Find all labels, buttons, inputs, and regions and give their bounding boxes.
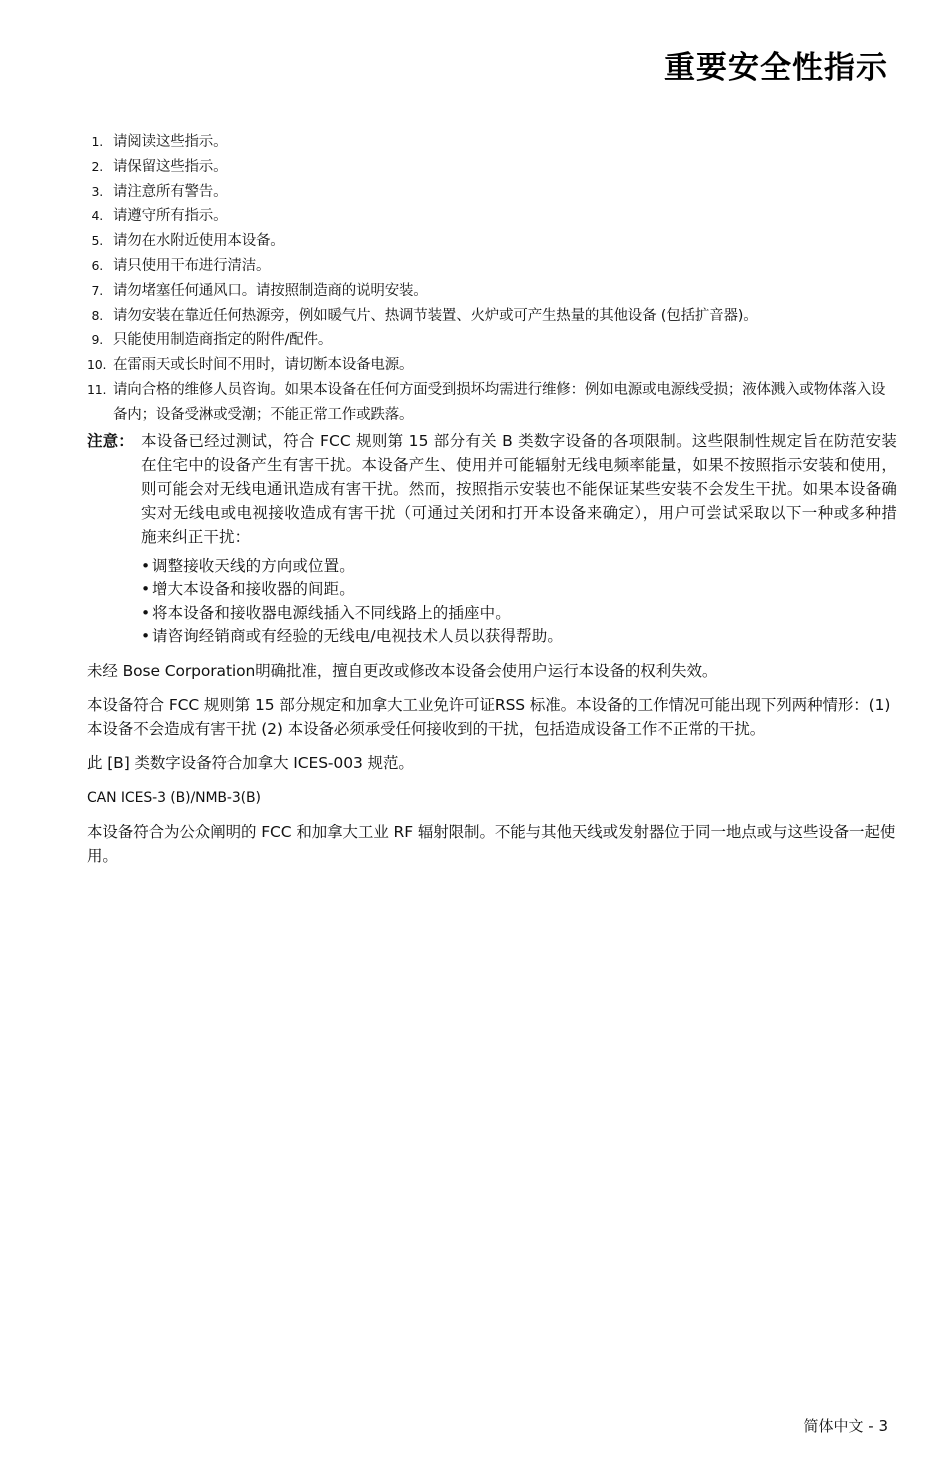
item-number: 4.	[91, 208, 103, 224]
item-text: 请向合格的维修人员咨询。如果本设备在任何方面受到损坏均需进行维修：例如电源或电源线受损；液体溅入或物体落入设备内；设备受淋或受潮；不能正常工作或跌落。	[113, 381, 886, 423]
item-number: 7.	[91, 282, 103, 298]
note-label: 注意：	[87, 431, 134, 450]
bullet-icon: •	[141, 580, 151, 599]
item-text: 请注意所有警告。	[113, 183, 228, 200]
item-text: 请阅读这些指示。	[113, 134, 228, 150]
item-number: 11.	[87, 381, 107, 397]
page-title: 重要安全性指示	[664, 50, 888, 86]
list-item	[87, 353, 897, 378]
item-text: 请遵守所有指示。	[113, 208, 228, 225]
bullet-icon: •	[141, 627, 151, 646]
item-number: 5.	[91, 233, 103, 249]
bullet-text: 调整接收天线的方向或位置。	[152, 556, 355, 575]
item-number: 1.	[91, 134, 103, 149]
list-item	[87, 328, 897, 353]
list-item	[87, 304, 897, 329]
list-item	[141, 625, 897, 649]
item-text: 在雷雨天或长时间不用时，请切断本设备电源。	[113, 357, 414, 374]
modification-warning: 未经 Bose Corporation明确批准，擅自更改或修改本设备会使用户运行本设备的权利失效。	[87, 661, 718, 680]
safety-instructions-list	[87, 130, 897, 428]
item-number: 6.	[91, 257, 103, 273]
list-item	[87, 254, 897, 279]
item-text: 请勿安装在靠近任何热源旁，例如暖气片、热调节装置、火炉或可产生热量的其他设备 (包括扩音器)。	[113, 307, 758, 324]
list-item	[87, 279, 897, 304]
list-item	[87, 229, 897, 254]
bullet-icon: •	[141, 556, 151, 575]
item-text: 请只使用干布进行清洁。	[113, 257, 271, 274]
bullet-text: 请咨询经销商或有经验的无线电/电视技术人员以获得帮助。	[152, 627, 563, 646]
item-number: 2.	[91, 158, 103, 174]
item-text: 请保留这些指示。	[113, 158, 228, 175]
item-text: 只能使用制造商指定的附件/配件。	[113, 332, 333, 349]
compliance-statement: 本设备符合 FCC 规则第 15 部分规定和加拿大工业免许可证RSS 标准。本设备的工作情况可能出现下列两种情形：(1) 本设备不会造成有害干扰 (2) 本设备必须承受任何接收到的干扰，包括造成设备工作不正常的干扰。	[87, 696, 891, 738]
list-item	[87, 204, 897, 229]
document-body	[87, 130, 897, 868]
bullet-text: 将本设备和接收器电源线插入不同线路上的插座中。	[152, 603, 511, 622]
item-number: 3.	[91, 183, 103, 199]
list-item	[87, 155, 897, 180]
bullet-text: 增大本设备和接收器的间距。	[152, 580, 355, 599]
bullet-icon: •	[141, 603, 151, 622]
ices-statement: 此 [B] 类数字设备符合加拿大 ICES-003 规范。	[87, 754, 414, 773]
item-number: 8.	[91, 307, 103, 323]
page-footer: 简体中文 - 3	[803, 1417, 888, 1435]
item-number: 9.	[91, 332, 103, 348]
list-item	[87, 180, 897, 205]
fcc-note	[87, 429, 897, 649]
list-item	[141, 578, 897, 602]
item-text: 请勿在水附近使用本设备。	[113, 233, 285, 250]
can-ices-label: CAN ICES-3 (B)/NMB-3(B)	[87, 789, 261, 806]
remedy-list	[141, 555, 897, 649]
item-number: 10.	[87, 357, 107, 373]
list-item	[87, 378, 897, 428]
note-text: 本设备已经过测试，符合 FCC 规则第 15 部分有关 B 类数字设备的各项限制。这些限制性规定旨在防范安装在住宅中的设备产生有害干扰。本设备产生、使用并可能辐射无线电频率能量，如果不按照指示安装和使用，则可能会对无线电通讯造成有害干扰。然而，按照指示安装也不能保证某些安装不会发生干扰。如果本设备确实对无线电或电视接收造成有害干扰（可通过关闭和打开本设备来确定），用户可尝试采取以下一种或多种措施来纠正干扰：	[141, 431, 897, 547]
list-item	[87, 130, 897, 155]
list-item	[141, 555, 897, 579]
list-item	[141, 602, 897, 626]
item-text: 请勿堵塞任何通风口。请按照制造商的说明安装。	[113, 282, 428, 299]
rf-exposure-statement: 本设备符合为公众阐明的 FCC 和加拿大工业 RF 辐射限制。不能与其他天线或发射器位于同一地点或与这些设备一起使用。	[87, 823, 896, 865]
